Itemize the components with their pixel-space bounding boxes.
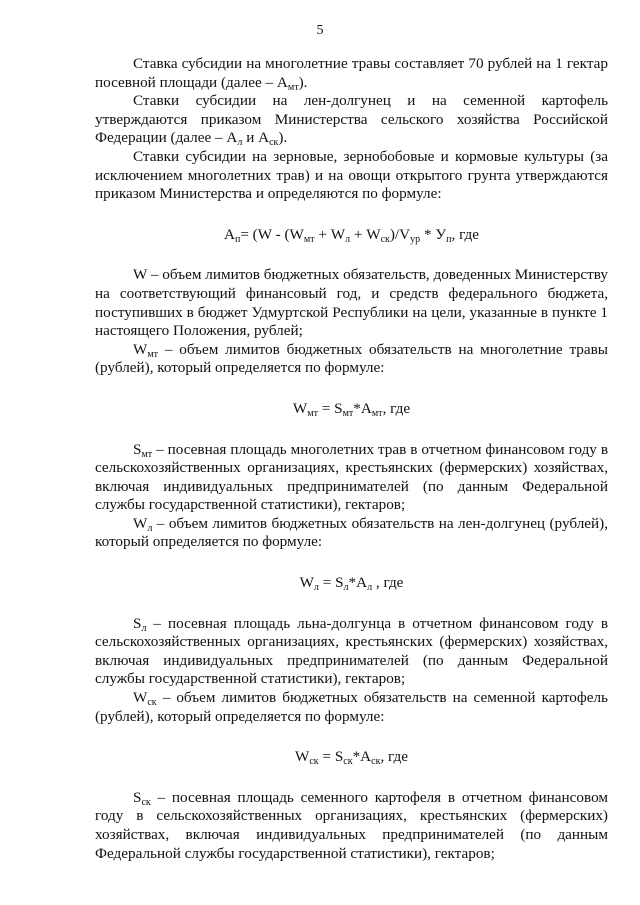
paragraph-wmt-definition: $W_{мт}$ – объем лимитов бюджетных обязательств на многолетние травы (рублей), который определяется по формуле: — [95, 340, 608, 377]
page-number: 5 — [316, 23, 324, 38]
paragraph-wsk-definition: $W_{ск}$ – объем лимитов бюджетных обязательств на семенной картофель (рублей), который определяется по формуле: — [95, 689, 608, 725]
paragraph-rate-perennial-grasses: Ставка субсидии на многолетние травы составляет 70 рублей на 1 гектар посевной площади (далее – $А_{мт}$). — [95, 55, 608, 93]
paragraph-smt-definition: $S_{мт}$ – посевная площадь многолетних трав в отчетном финансовом году в сельскохозяйственных организациях, крестьянских (фермерских) хозяйствах, включая индивидуальных предпринимателей (по данным Федеральной службы государственной статистики), гектаров; — [95, 440, 608, 514]
paragraph-rate-grain-crops: Ставки субсидии на зерновые, зернобобовые и кормовые культуры (за исключением многолетних трав) и на овощи открытого грунта утверждаются приказом Министерства и определяются по формуле: — [95, 147, 608, 203]
formula-wl: $W_л = S_л*А_л$ , где — [299, 574, 404, 593]
paragraph-wl-definition: $W_л$ – объем лимитов бюджетных обязательств на лен-долгунец (рублей), который определяется по формуле: — [95, 514, 608, 551]
formula-wsk: $W_{ск} = S_{ск}*А_{ск}$, где — [295, 748, 408, 768]
document-body — [95, 55, 608, 863]
paragraph-ssk-definition: $S_{ск}$ – посевная площадь семенного картофеля в отчетном финансовом году в сельскохозяйственных организациях, крестьянских (фермерских) хозяйствах, включая индивидуальных предпринимателей (по данным Федеральной службы государственной статистики), гектаров; — [95, 788, 608, 862]
paragraph-w-definition: W – объем лимитов бюджетных обязательств, доведенных Министерству на соответствующий финансовый год, и средств федерального бюджета, поступивших в бюджет Удмуртской Республики на цели, указанные в пункте 1 настоящего Положения, рублей; — [95, 266, 608, 340]
paragraph-sl-definition: $S_л$ – посевная площадь льна-долгунца в отчетном финансовом году в сельскохозяйственных организациях, крестьянских (фермерских) хозяйствах, включая индивидуальных предпринимателей (по данным Федеральной службы государственной статистики), гектаров; — [95, 614, 608, 688]
formula-ap: $А_п= (W - (W_{мт} + W_л + W_{ск})/V_{ур} * У_п$, где — [223, 225, 480, 245]
formula-wmt: $W_{мт} = S_{мт}*А_{мт}$, где — [292, 399, 411, 419]
paragraph-rate-flax-potato: Ставки субсидии на лен-долгунец и на семенной картофель утверждаются приказом Министерства сельского хозяйства Российской Федерации (далее – $А_л$ и $А_{ск}$). — [95, 92, 608, 149]
